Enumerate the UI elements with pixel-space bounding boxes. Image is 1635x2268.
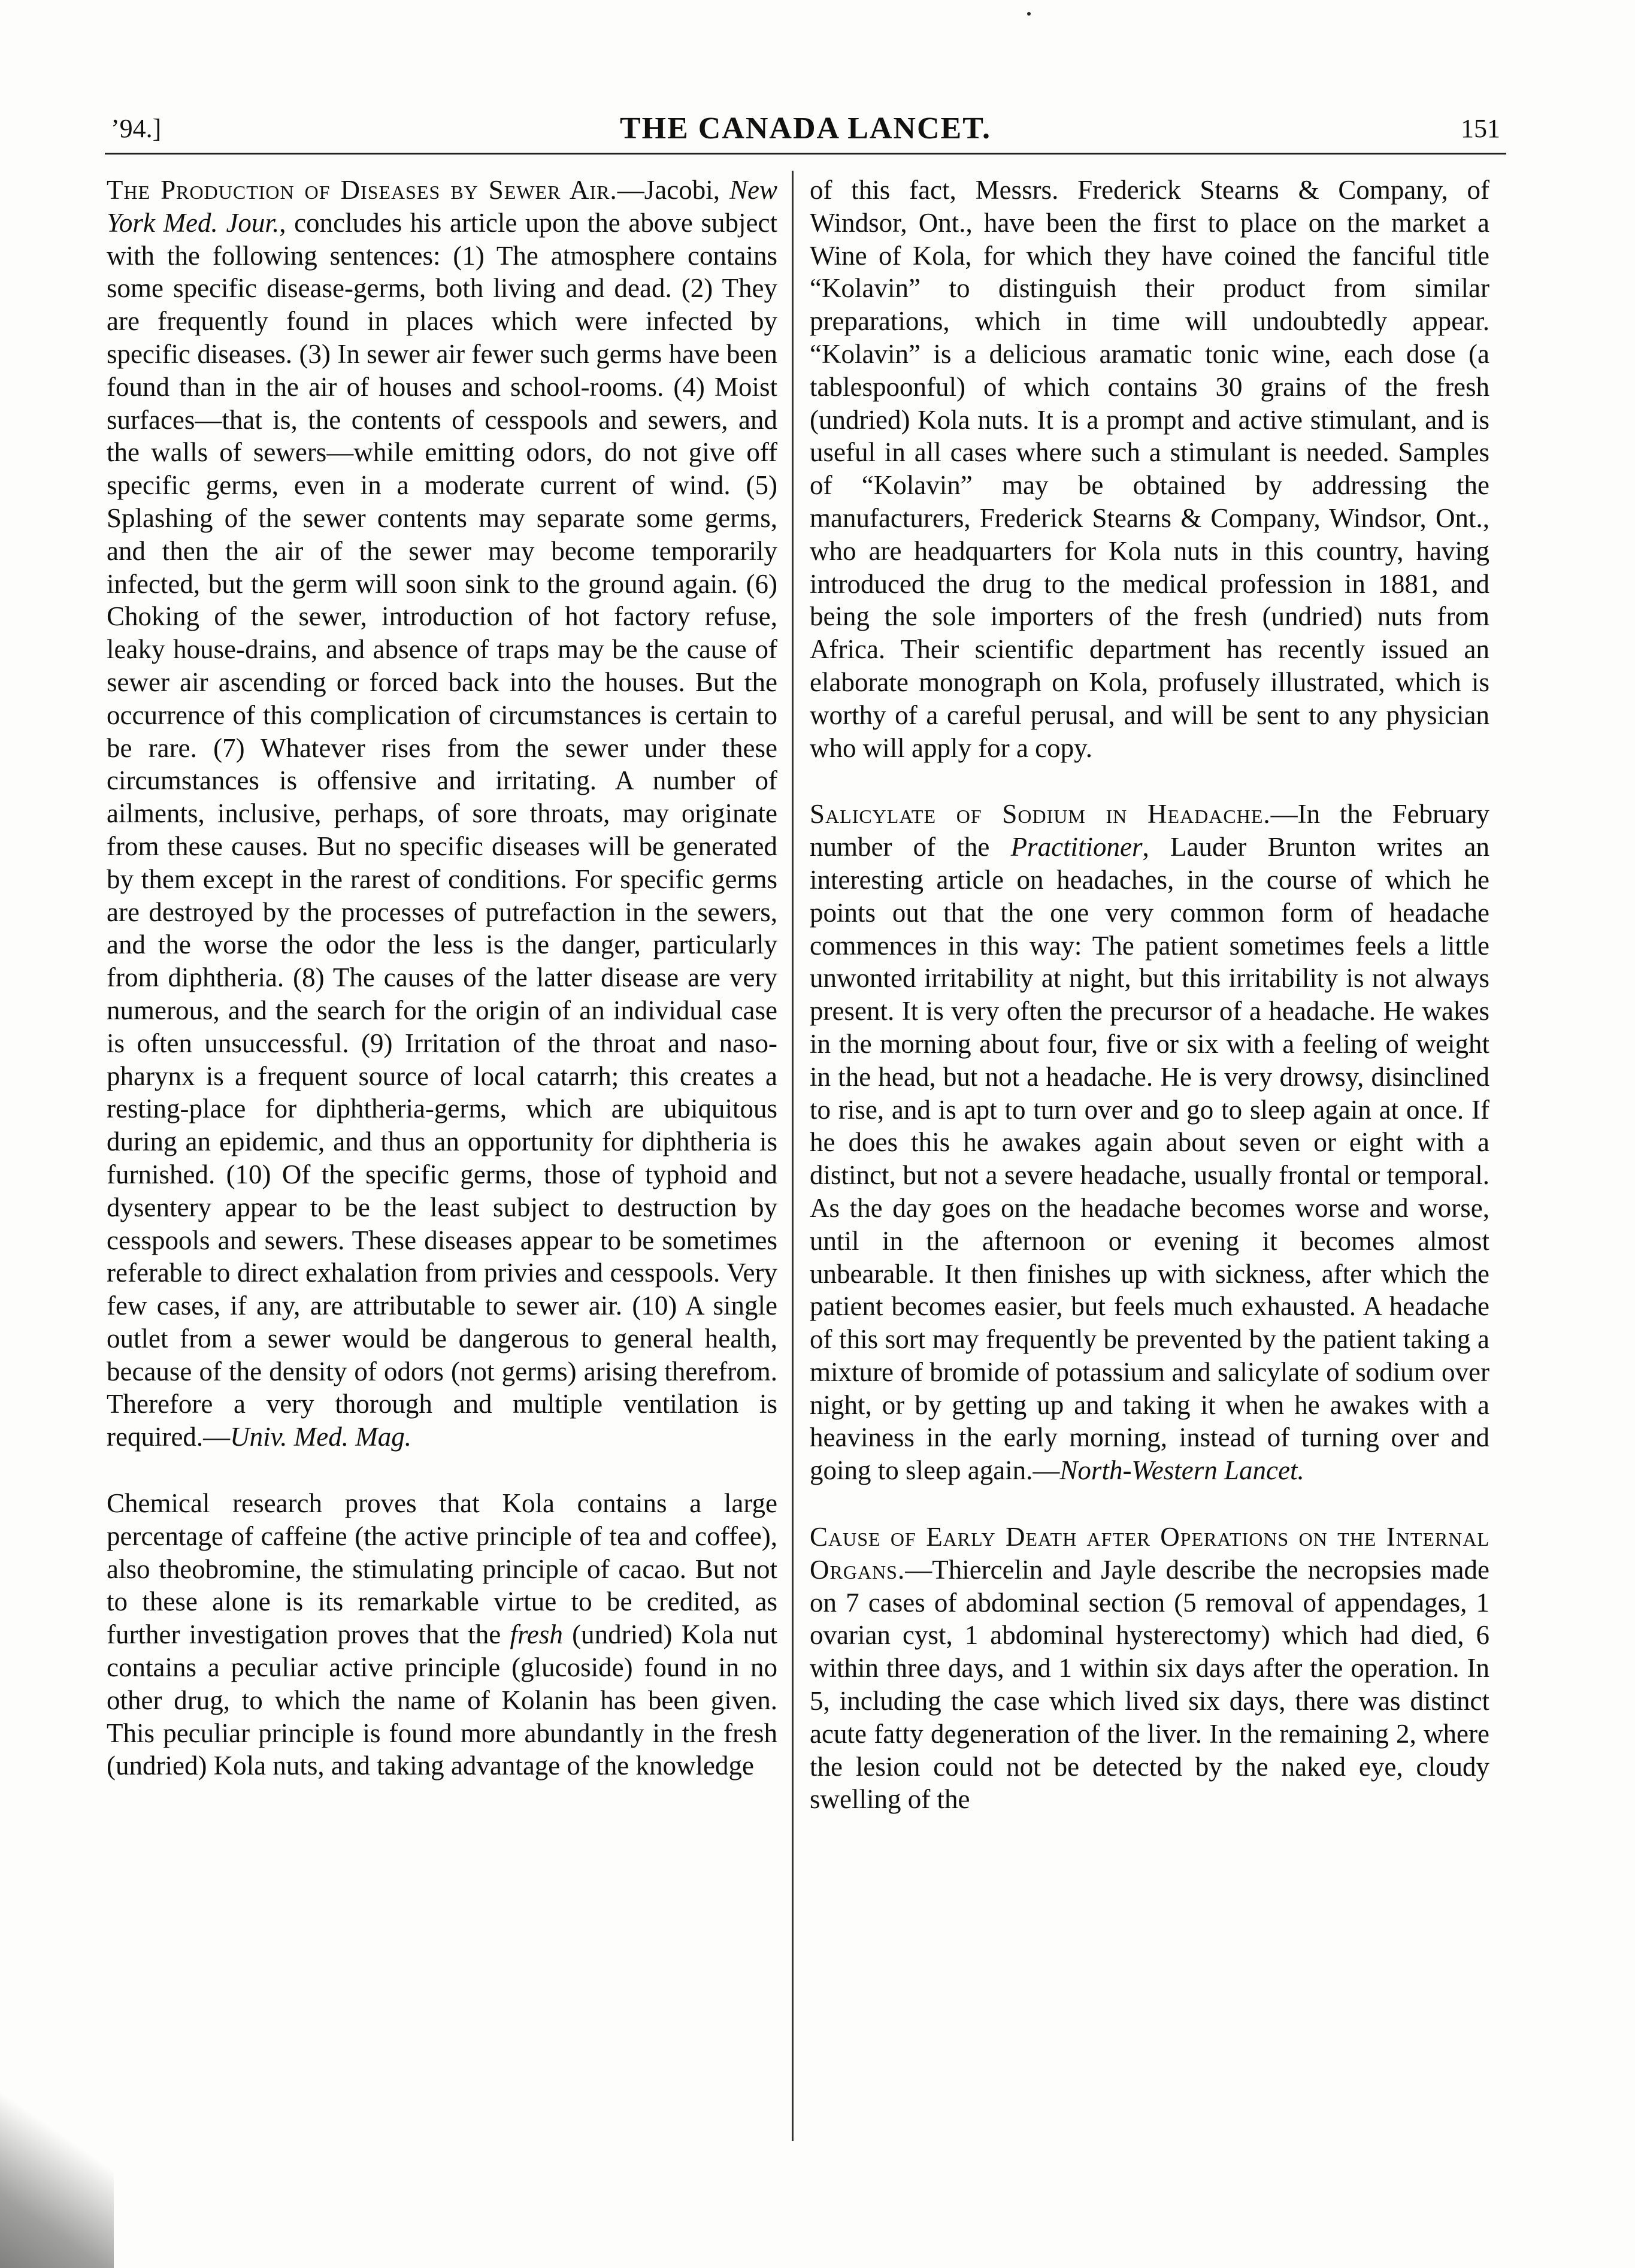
article-salicylate (810, 798, 1489, 1487)
scan-shadow (0, 2052, 114, 2268)
article-text: —Jacobi, (617, 175, 729, 205)
article-early-death (810, 1521, 1489, 1816)
article-text: Chemical research proves that Kola contains a large percentage of caffeine (the active principle of tea and coffee), also theobromine, the stimulating principle of cacao. But not to these alone is its remarkable virtue to be credited, as further investigation proves that the (107, 1488, 777, 1650)
paragraph-gap (810, 764, 1489, 798)
emphasis-text: fresh (510, 1619, 563, 1650)
journal-title: THE CANADA LANCET. (619, 111, 992, 146)
article-text: —Thiercelin and Jayle describe the necropsies made on 7 cases of abdominal section (5 removal of appendages, 1 ovarian cyst, 1 abdominal hysterectomy) which had died, 6 within three days, and 1 within six days after the operation. In 5, including the case which lived six days, there was distinct acute fatty degeneration of the liver. In the remaining 2, where the lesion could not be detected by the naked eye, cloudy swelling of the (810, 1554, 1489, 1815)
volume-year: ’94.] (111, 114, 162, 143)
article-text: of this fact, Messrs. Frederick Stearns & Company, of Windsor, Ont., have been the first to place on the market a Wine of Kola, for which they have coined the fanciful title “Kolavin” to distinguish their product from similar preparations, which in time will undoubtedly appear. “Kolavin” is a delicious aramatic tonic wine, each dose (a tablespoonful) of which contains 30 grains of the fresh (undried) Kola nuts. It is a prompt and active stimulant, and is useful in all cases where such a stimulant is needed. Samples of “Kolavin” may be obtained by addressing the manufacturers, Frederick Stearns & Company, Windsor, Ont., who are headquarters for Kola nuts in this country, having introduced the drug to the medical profession in 1881, and being the sole importers of the fresh (undried) nuts from Africa. Their scientific department has recently issued an elaborate monograph on Kola, profusely illustrated, which is worthy of a careful perusal, and will be sent to any physician who will apply for a copy. (810, 175, 1489, 763)
running-header (111, 105, 1500, 153)
article-title-salicylate: Salicylate of Sodium in Headache. (810, 799, 1271, 829)
article-text: , concludes his article upon the above subject with the following sentences: (1) The atmosphere contains some specific disease-germs, both living and dead. (2) They are frequently found in places which were infected by specific diseases. (3) In sewer air fewer such germs have been found than in the air of houses and school-rooms. (4) Moist surfaces—that is, the contents of cesspools and sewers, and the walls of sewers—while emitting odors, do not give off specific germs, even in a moderate current of wind. (5) Splashing of the sewer contents may separate some germs, and then the air of the sewer may become temporarily infected, but the germ will soon sink to the ground again. (6) Choking of the sewer, introduction of hot factory refuse, leaky house-drains, and absence of traps may be the cause of sewer air ascending or forced back into the houses. But the occurrence of this complication of circumstances is certain to be rare. (7) Whatever rises from the sewer under these circumstances is offensive and irritating. A number of ailments, inclusive, perhaps, of sore throats, may originate from these causes. But no specific diseases will be generated by them except in the rarest of conditions. For specific germs are destroyed by the processes of putrefaction in the sewers, and the worse the odor the less is the danger, particularly from diphtheria. (8) The causes of the latter disease are very numerous, and the search for the origin of an individual case is often unsuccessful. (9) Irritation of the throat and naso-pharynx is a frequent source of local catarrh; this creates a resting-place for diphtheria-germs, which are ubiquitous during an epidemic, and thus an opportunity for diphtheria is furnished. (10) Of the specific germs, those of typhoid and dysentery appear to be the least subject to destruction by cesspools and sewers. These diseases appear to be sometimes referable to direct exhalation from privies and cesspools. Very few cases, if any, are attributable to sewer air. (10) A single outlet from a sewer would be dangerous to general health, because of the density of odors (not germs) arising therefrom. Therefore a very thorough and multiple ventilation is required.— (107, 207, 778, 1452)
citation-source: Practitioner (1010, 832, 1143, 862)
article-sewer-air (107, 174, 777, 1454)
article-kola-continued (810, 174, 1489, 764)
paragraph-gap (107, 1454, 777, 1487)
article-title-early-death: Cause of Early Death after Operations on the Internal Organs. (810, 1522, 1489, 1585)
header-rule (105, 153, 1506, 155)
citation-source: North-Western Lancet. (1059, 1455, 1304, 1486)
column-divider (792, 171, 794, 2141)
citation-source: Univ. Med. Mag. (230, 1422, 411, 1452)
article-title-sewer-air: The Production of Diseases by Sewer Air. (107, 175, 617, 205)
article-text: —In the February number of the (810, 799, 1489, 862)
left-column (107, 174, 777, 1782)
speck-mark (1027, 12, 1031, 16)
citation-source: New York Med. Jour. (107, 175, 777, 238)
article-text: , Lauder Brunton writes an interesting article on headaches, in the course of which he points out that the one very common form of headache commences in this way: The patient sometimes feels a little unwonted irritability at night, but this irritability is not always present. It is very often the precursor of a headache. He wakes in the morning about four, five or six with a feeling of weight in the head, but not a headache. He is very drowsy, disinclined to rise, and is apt to turn over and go to sleep again at once. If he does this he awakes again about seven or eight with a distinct, but not a severe headache, usually frontal or temporal. As the day goes on the headache becomes worse and worse, until in the afternoon or evening it becomes almost unbearable. It then finishes up with sickness, after which the patient becomes easier, but feels much exhausted. A headache of this sort may frequently be prevented by the patient taking a mixture of bromide of potassium and salicylate of sodium over night, or by getting up and taking it when he awakes with a heaviness in the early morning, instead of turning over and going to sleep again.— (810, 832, 1489, 1486)
article-kola (107, 1487, 777, 1782)
paragraph-gap (810, 1487, 1489, 1521)
article-text: (undried) Kola nut contains a peculiar active principle (glucoside) found in no other drug, to which the name of Kolanin has been given. This peculiar principle is found more abundantly in the fresh (undried) Kola nuts, and taking advantage of the knowledge (107, 1619, 777, 1781)
page-number: 151 (1461, 114, 1500, 143)
right-column (810, 174, 1489, 1816)
